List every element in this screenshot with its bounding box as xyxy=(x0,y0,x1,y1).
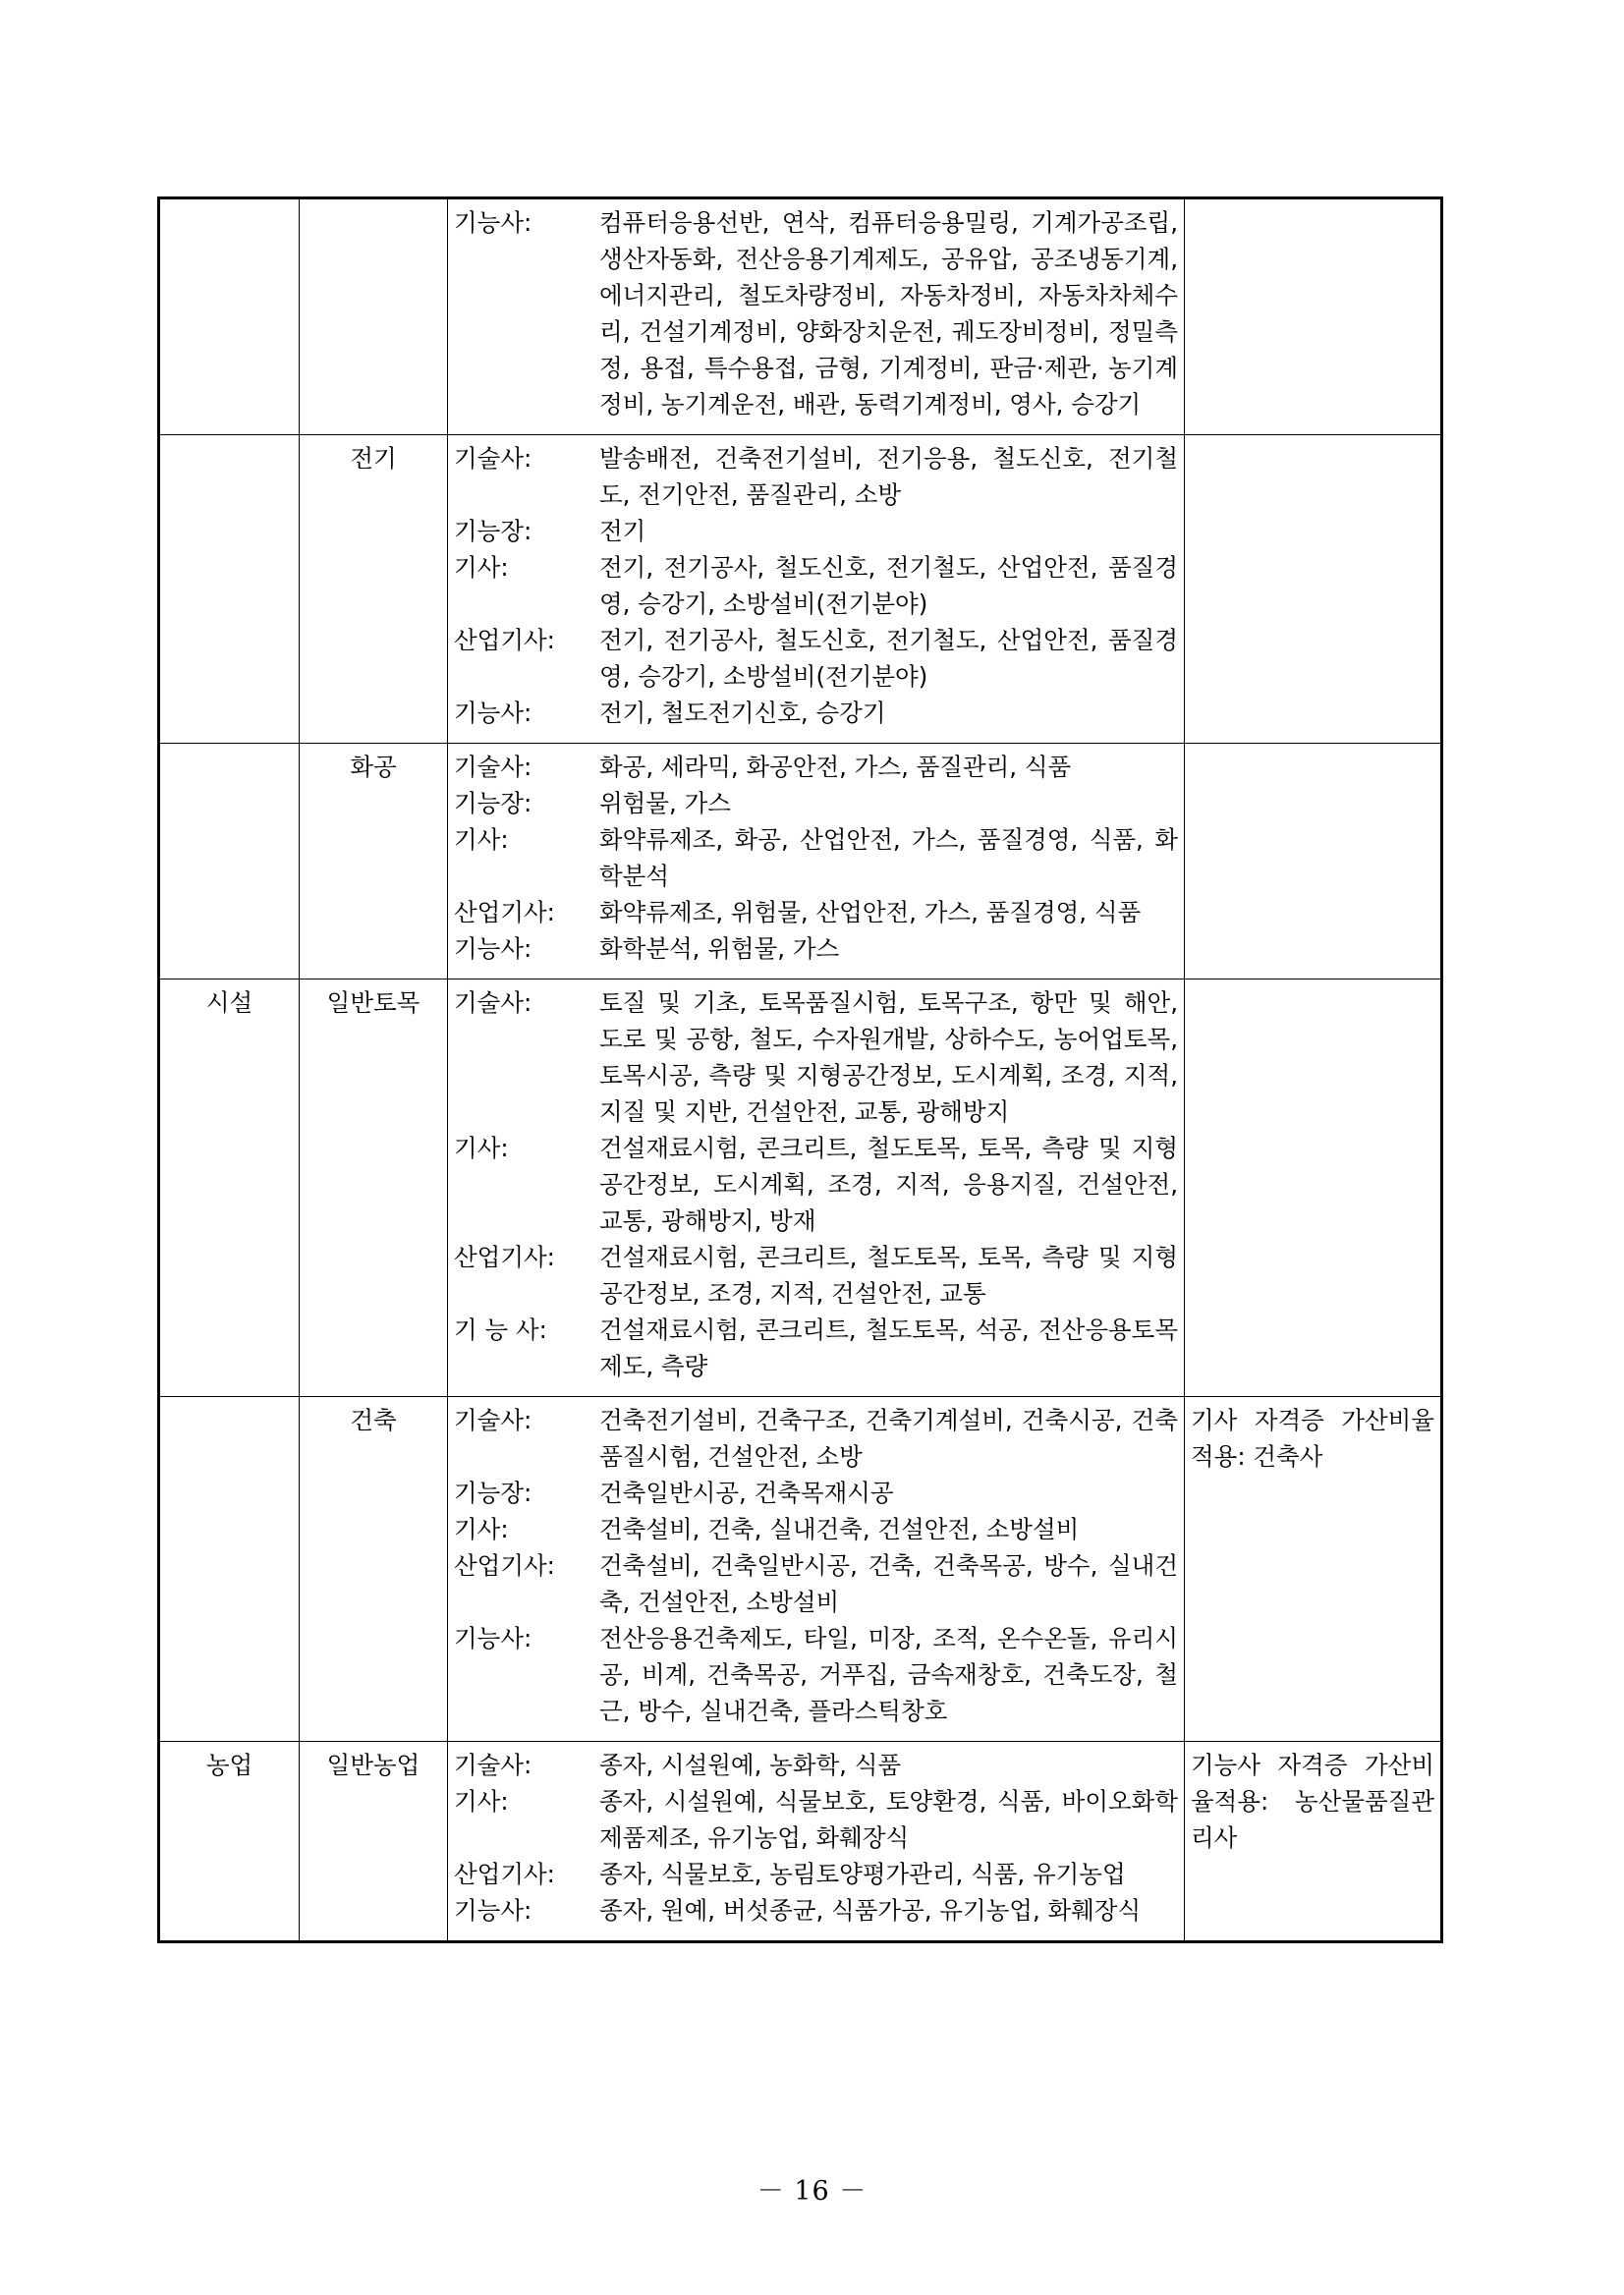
subfield-cell: 일반농업 xyxy=(300,1742,448,1942)
qualification-entry xyxy=(454,1620,1178,1729)
qualification-list: 토질 및 기초, 토목품질시험, 토목구조, 항만 및 해안, 도로 및 공항, 철도, 수자원개발, 상하수도, 농어업토목, 토목시공, 측량 및 지형공간정보, 도시계획, 조경, 지적, 지질 및 지반, 건설안전, 교통, 광해방지 xyxy=(599,988,1178,1126)
grade-label: 산업기사: xyxy=(454,626,555,654)
qualification-list: 건축설비, 건축일반시공, 건축, 건축목공, 방수, 실내건축, 건설안전, 소방설비 xyxy=(599,1551,1178,1616)
grade-label: 기술사: xyxy=(454,444,532,473)
qualification-list: 건축설비, 건축, 실내건축, 건설안전, 소방설비 xyxy=(599,1515,1080,1543)
remark-text: 기사 자격증 가산비율적용: 건축사 xyxy=(1191,1406,1434,1471)
field-cell xyxy=(159,435,300,744)
qualification-list: 컴퓨터응용선반, 연삭, 컴퓨터응용밀링, 기계가공조립, 생산자동화, 전산응용기계제도, 공유압, 공조냉동기계, 에너지관리, 철도차량정비, 자동차정비, 자동차차체수리, 건설기계정비, 양화장치운전, 궤도장비정비, 정밀측정, 용접, 특수용접, 금형, 기계정비, 판금·제관, 농기계정비, 농기계운전, 배관, 동력기계정비, 영사, 승강기 xyxy=(599,208,1178,419)
field-cell xyxy=(159,198,300,435)
qualification-entry xyxy=(454,513,1178,549)
qualification-entry xyxy=(454,1130,1178,1239)
qualification-entry xyxy=(454,821,1178,894)
qualification-list: 전기, 전기공사, 철도신호, 전기철도, 산업안전, 품질경영, 승강기, 소방설비(전기분야) xyxy=(599,626,1178,691)
grade-label: 기사: xyxy=(454,825,509,854)
qualification-entry xyxy=(454,1747,1178,1783)
qualification-entry xyxy=(454,1239,1178,1312)
qualification-entry xyxy=(454,695,1178,731)
qualification-list: 전기 xyxy=(599,517,646,545)
qualification-list: 발송배전, 건축전기설비, 전기응용, 철도신호, 전기철도, 전기안전, 품질관리, 소방 xyxy=(599,444,1178,509)
grade-label: 기술사: xyxy=(454,1751,532,1779)
qualification-entry xyxy=(454,440,1178,513)
remark-cell xyxy=(1185,435,1442,744)
qualification-entry xyxy=(454,549,1178,622)
qualification-list: 종자, 식물보호, 농림토양평가관리, 식품, 유기농업 xyxy=(599,1860,1126,1888)
qualification-list: 건설재료시험, 콘크리트, 철도토목, 석공, 전산응용토목제도, 측량 xyxy=(599,1315,1178,1380)
qualification-entry xyxy=(454,1511,1178,1547)
grade-label: 기능장: xyxy=(454,517,532,545)
qualification-list: 위험물, 가스 xyxy=(599,789,731,817)
grade-label: 기사: xyxy=(454,1787,509,1816)
qualification-entry xyxy=(454,749,1178,785)
remark-cell xyxy=(1185,744,1442,980)
grade-label: 기능장: xyxy=(454,1479,532,1507)
qualification-cell xyxy=(448,980,1185,1397)
table-row xyxy=(159,435,1442,744)
qualification-cell xyxy=(448,1742,1185,1942)
qualification-entry xyxy=(454,785,1178,821)
grade-label: 산업기사: xyxy=(454,898,555,926)
remark-cell xyxy=(1185,980,1442,1397)
table-row xyxy=(159,980,1442,1397)
grade-label: 기 능 사: xyxy=(454,1315,547,1344)
qualification-list: 전기, 전기공사, 철도신호, 전기철도, 산업안전, 품질경영, 승강기, 소방설비(전기분야) xyxy=(599,553,1178,618)
grade-label: 기능사: xyxy=(454,208,532,237)
qualification-list: 화약류제조, 위험물, 산업안전, 가스, 품질경영, 식품 xyxy=(599,898,1142,926)
qualification-list: 건축일반시공, 건축목재시공 xyxy=(599,1479,894,1507)
qualification-list: 전기, 철도전기신호, 승강기 xyxy=(599,699,886,727)
qualification-entry xyxy=(454,984,1178,1130)
table-row xyxy=(159,1742,1442,1942)
qualification-entry xyxy=(454,1475,1178,1511)
field-cell: 농업 xyxy=(159,1742,300,1942)
qualification-list: 건축전기설비, 건축구조, 건축기계설비, 건축시공, 건축품질시험, 건설안전, 소방 xyxy=(599,1406,1178,1471)
page-number: － 16 － xyxy=(756,2176,868,2207)
grade-label: 기능사: xyxy=(454,699,532,727)
qualification-list: 화약류제조, 화공, 산업안전, 가스, 품질경영, 식품, 화학분석 xyxy=(599,825,1178,890)
table-row xyxy=(159,1397,1442,1742)
qualification-entry xyxy=(454,1402,1178,1475)
remark-cell xyxy=(1185,198,1442,435)
qualification-list: 건설재료시험, 콘크리트, 철도토목, 토목, 측량 및 지형공간정보, 도시계획, 조경, 지적, 응용지질, 건설안전, 교통, 광해방지, 방재 xyxy=(599,1134,1178,1235)
subfield-cell xyxy=(300,198,448,435)
qualification-entry xyxy=(454,204,1178,422)
qualification-entry xyxy=(454,1783,1178,1856)
grade-label: 기사: xyxy=(454,1134,509,1162)
grade-label: 기능사: xyxy=(454,934,532,963)
qualification-list: 종자, 시설원예, 농화학, 식품 xyxy=(599,1751,902,1779)
qualification-cell xyxy=(448,198,1185,435)
field-cell: 시설 xyxy=(159,980,300,1397)
grade-label: 기사: xyxy=(454,553,509,582)
qualification-cell xyxy=(448,744,1185,980)
qualification-list: 화학분석, 위험물, 가스 xyxy=(599,934,840,963)
remark-text: 기능사 자격증 가산비율적용: 농산물품질관리사 xyxy=(1191,1751,1434,1852)
qualification-list: 전산응용건축제도, 타일, 미장, 조적, 온수온돌, 유리시공, 비계, 건축목공, 거푸집, 금속재창호, 건축도장, 철근, 방수, 실내건축, 플라스틱창호 xyxy=(599,1624,1178,1725)
qualification-entry xyxy=(454,1312,1178,1384)
qualification-entry xyxy=(454,894,1178,930)
qualification-list: 종자, 원예, 버섯종균, 식품가공, 유기농업, 화훼장식 xyxy=(599,1896,1142,1925)
qualification-table xyxy=(157,196,1443,1943)
subfield-cell: 일반토목 xyxy=(300,980,448,1397)
grade-label: 기능장: xyxy=(454,789,532,817)
qualification-entry xyxy=(454,1892,1178,1929)
qualification-entry xyxy=(454,622,1178,695)
grade-label: 기술사: xyxy=(454,1406,532,1434)
qualification-entry xyxy=(454,930,1178,967)
qualification-list: 종자, 시설원예, 식물보호, 토양환경, 식품, 바이오화학제품제조, 유기농업, 화훼장식 xyxy=(599,1787,1178,1852)
grade-label: 기사: xyxy=(454,1515,509,1543)
field-cell xyxy=(159,1397,300,1742)
grade-label: 기능사: xyxy=(454,1624,532,1652)
grade-label: 산업기사: xyxy=(454,1551,555,1580)
subfield-cell: 화공 xyxy=(300,744,448,980)
grade-label: 기능사: xyxy=(454,1896,532,1925)
qualification-list: 건설재료시험, 콘크리트, 철도토목, 토목, 측량 및 지형공간정보, 조경, 지적, 건설안전, 교통 xyxy=(599,1243,1178,1308)
grade-label: 산업기사: xyxy=(454,1243,555,1271)
subfield-cell: 전기 xyxy=(300,435,448,744)
subfield-cell: 건축 xyxy=(300,1397,448,1742)
table-row xyxy=(159,744,1442,980)
qualification-entry xyxy=(454,1547,1178,1620)
grade-label: 기술사: xyxy=(454,753,532,781)
table-row xyxy=(159,198,1442,435)
qualification-cell xyxy=(448,1397,1185,1742)
remark-cell xyxy=(1185,1397,1442,1742)
field-cell xyxy=(159,744,300,980)
qualification-cell xyxy=(448,435,1185,744)
remark-cell xyxy=(1185,1742,1442,1942)
grade-label: 산업기사: xyxy=(454,1860,555,1888)
qualification-list: 화공, 세라믹, 화공안전, 가스, 품질관리, 식품 xyxy=(599,753,1072,781)
grade-label: 기술사: xyxy=(454,988,532,1017)
qualification-entry xyxy=(454,1856,1178,1892)
